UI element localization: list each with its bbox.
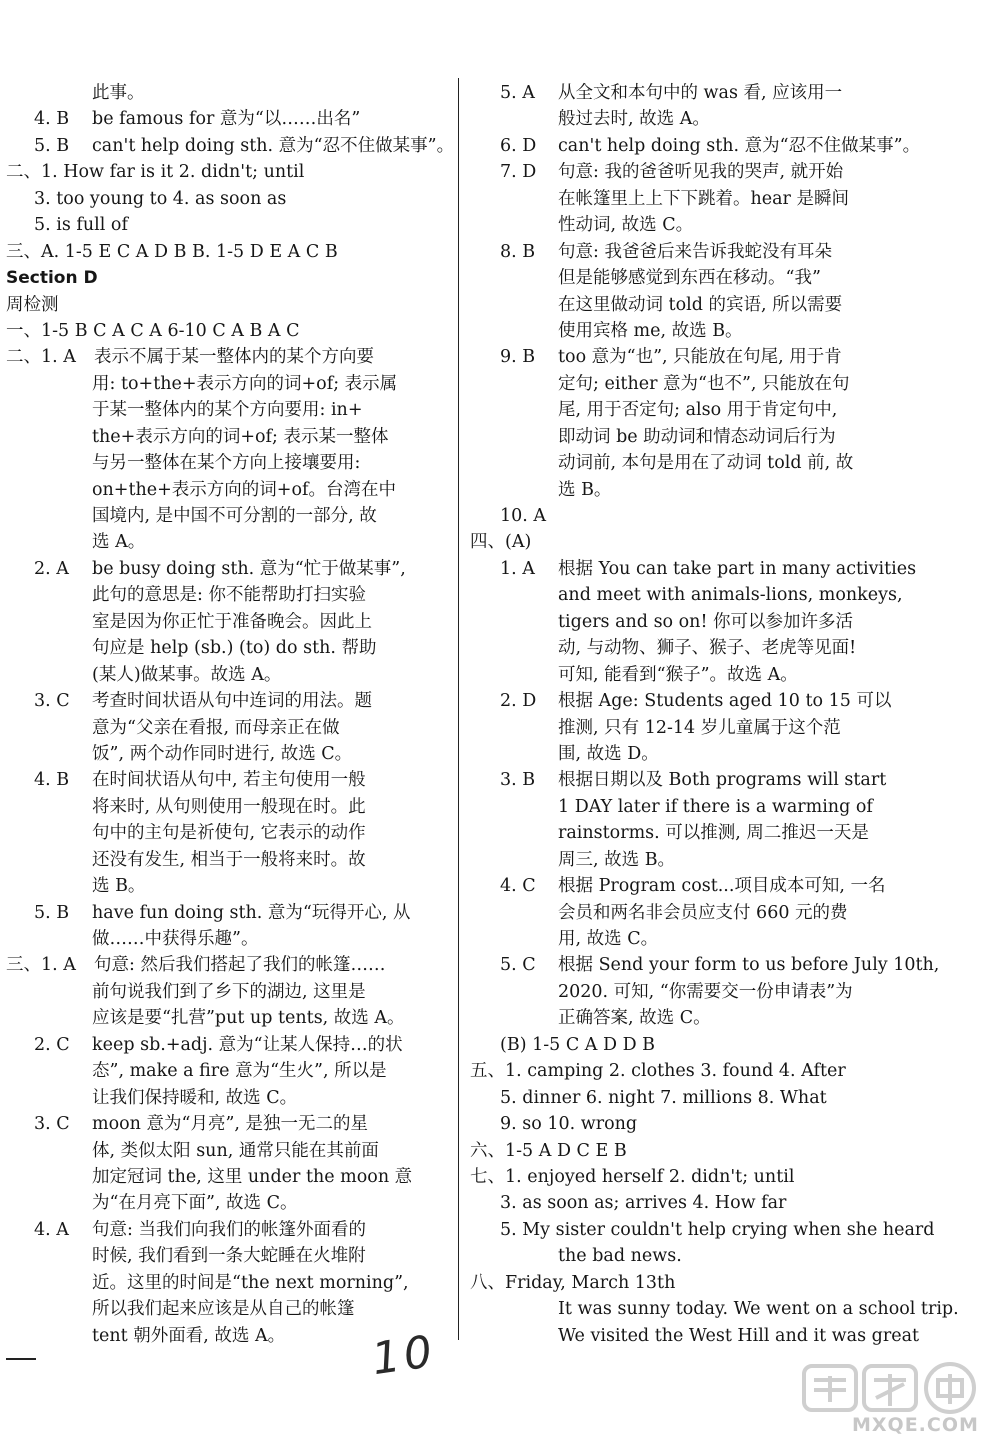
- answer-text: 根据日期以及 Both programs will start: [558, 770, 887, 791]
- right-line: [470, 900, 894, 926]
- answer-text: 会员和两名非会员应支付 660 元的费: [558, 902, 848, 923]
- left-line: [6, 318, 452, 344]
- right-line: [470, 529, 894, 555]
- answer-text: 围, 故选 D。: [558, 743, 659, 764]
- answer-label: 5. B: [34, 902, 70, 923]
- answer-text: 选 B。: [558, 479, 612, 500]
- left-line: [6, 212, 452, 238]
- answer-text: moon 意为“月亮”, 是独一无二的星: [92, 1114, 369, 1135]
- right-line: [470, 688, 894, 714]
- right-line: [470, 715, 894, 741]
- answer-text: 与另一整体在某个方向上接壤要用:: [92, 453, 361, 474]
- answer-text: 七、1. enjoyed herself 2. didn't; until: [470, 1166, 795, 1187]
- answer-text: 做……中获得乐趣”。: [92, 929, 259, 949]
- answer-text: be busy doing sth. 意为“忙于做某事”,: [92, 558, 406, 579]
- answer-text: 四、(A): [470, 532, 532, 553]
- answer-text: 态”, make a fire 意为“生火”, 所以是: [92, 1061, 387, 1082]
- answer-text: 动, 与动物、狮子、猴子、老虎等见面!: [558, 638, 857, 659]
- answer-text: 周检测: [6, 294, 59, 315]
- answer-text: 八、Friday, March 13th: [470, 1272, 676, 1293]
- answer-text: 一、1-5 B C A C A 6-10 C A B A C: [6, 320, 300, 341]
- right-line: [470, 1058, 894, 1084]
- left-line: [6, 1005, 452, 1031]
- right-line: [470, 106, 894, 132]
- answer-label: 1. A: [500, 558, 535, 579]
- answer-text: 五、1. camping 2. clothes 3. found 4. After: [470, 1061, 846, 1082]
- answer-text: 用: to+the+表示方向的词+of; 表示属: [92, 373, 398, 394]
- answer-text: 可知, 能看到“猴子”。故选 A。: [558, 664, 798, 685]
- answer-text: 此句的意思是: 你不能帮助打扫实验: [92, 585, 366, 606]
- answer-text: be famous for 意为“以……出名”: [92, 109, 361, 130]
- answer-text: keep sb.+adj. 意为“让某人保持…的状: [92, 1034, 403, 1055]
- answer-text: 前句说我们到了乡下的湖边, 这里是: [92, 981, 366, 1002]
- left-line: [6, 1190, 452, 1216]
- answer-text: 句中的主句是祈使句, 它表示的动作: [92, 823, 366, 844]
- left-line: [6, 529, 452, 555]
- left-line: [6, 926, 452, 952]
- left-line: [6, 1085, 452, 1111]
- answer-label: 8. B: [500, 241, 536, 262]
- answer-text: 加定冠词 the, 这里 under the moon 意: [92, 1166, 413, 1187]
- right-line: [470, 767, 894, 793]
- watermark-text: MXQE.COM: [852, 1414, 979, 1436]
- left-line: [6, 741, 452, 767]
- answer-text: 3. as soon as; arrives 4. How far: [500, 1193, 787, 1214]
- right-line: [470, 1296, 959, 1322]
- answer-text: 正确答案, 故选 C。: [558, 1008, 711, 1029]
- left-line: [6, 450, 452, 476]
- right-line: [470, 503, 894, 529]
- left-line: [6, 106, 452, 132]
- answer-text: 考查时间状语从句中连词的用法。题: [92, 691, 372, 712]
- answer-text: 句意: 我的爸爸听见我的哭声, 就开始: [558, 162, 844, 183]
- answer-label: 3. C: [34, 691, 70, 712]
- left-line: [6, 635, 452, 661]
- left-line: [6, 424, 452, 450]
- answer-text: 5. My sister couldn't help crying when she heard: [500, 1219, 935, 1240]
- right-line: [470, 1190, 894, 1216]
- right-line: [470, 424, 894, 450]
- right-line: [470, 741, 894, 767]
- left-line: [6, 662, 452, 688]
- footer-rule: [6, 1358, 36, 1360]
- answer-text: 国境内, 是中国不可分割的一部分, 故: [92, 506, 377, 526]
- answer-label: 二、1. A: [6, 347, 76, 368]
- right-line: [470, 80, 894, 106]
- right-line: [470, 212, 894, 238]
- right-line: [470, 1270, 894, 1296]
- right-line: [470, 979, 894, 1005]
- left-line: [6, 873, 452, 899]
- answer-text: 室是因为你正忙于准备晚会。因此上: [92, 611, 372, 632]
- left-line: [6, 239, 452, 265]
- right-line: [470, 1032, 894, 1058]
- right-line: [470, 847, 894, 873]
- answer-label: 4. C: [500, 876, 536, 897]
- answer-text: 时候, 我们看到一条大蛇睡在火堆附: [92, 1246, 366, 1267]
- answer-text: and meet with animals-lions, monkeys,: [558, 585, 903, 606]
- answer-text: 根据 Age: Students aged 10 to 15 可以: [558, 691, 892, 712]
- answer-label: 5. A: [500, 83, 535, 103]
- right-line: [470, 371, 894, 397]
- answer-text: 性动词, 故选 C。: [558, 215, 694, 236]
- left-line: [6, 292, 452, 318]
- right-line: [470, 582, 903, 608]
- answer-label: 4. A: [34, 1219, 69, 1240]
- right-line: [470, 159, 894, 185]
- left-line: [6, 979, 452, 1005]
- answer-text: 用, 故选 C。: [558, 929, 659, 949]
- left-line: [6, 688, 452, 714]
- answer-text: 在帐篷里上上下下跳着。hear 是瞬间: [558, 188, 849, 209]
- answer-text: 2020. 可知, “你需要交一份申请表”为: [558, 981, 853, 1002]
- answer-text: It was sunny today. We went on a school trip.: [558, 1299, 959, 1320]
- answer-text: 让我们保持暖和, 故选 C。: [92, 1087, 298, 1108]
- page-number: 10: [368, 1325, 440, 1386]
- left-line: [6, 1243, 452, 1269]
- answer-text: 但是能够感觉到东西在移动。“我”: [558, 268, 821, 289]
- right-line: [470, 662, 894, 688]
- right-line: [470, 133, 921, 159]
- answer-text: 9. so 10. wrong: [500, 1114, 638, 1135]
- answer-text: (某人)做某事。故选 A。: [92, 664, 282, 685]
- answer-label: 5. C: [500, 955, 536, 976]
- answer-label: 2. A: [34, 558, 69, 579]
- right-line: [470, 635, 894, 661]
- answer-text: 饭”, 两个动作同时进行, 故选 C。: [92, 743, 353, 764]
- right-line: [470, 397, 894, 423]
- right-line: [470, 1243, 894, 1269]
- answer-text: on+the+表示方向的词+of。台湾在中: [92, 479, 396, 500]
- answer-text: can't help doing sth. 意为“忍不住做某事”。: [558, 135, 921, 156]
- answer-text: 选 A。: [92, 532, 146, 553]
- left-line: [6, 582, 452, 608]
- left-line: [6, 371, 452, 397]
- right-line: [470, 609, 894, 635]
- left-line: [6, 767, 452, 793]
- answer-label: 6. D: [500, 135, 537, 156]
- answer-text: 动词前, 本句是用在了动词 told 前, 故: [558, 453, 854, 474]
- right-line: [470, 1138, 894, 1164]
- answer-text: too 意为“也”, 只能放在句尾, 用于肯: [558, 347, 842, 368]
- left-line: [6, 1058, 452, 1084]
- answer-text: 将来时, 从句则使用一般现在时。此: [92, 796, 366, 817]
- answer-text: tent 朝外面看, 故选 A。: [92, 1325, 286, 1346]
- left-line: [6, 609, 452, 635]
- answer-text: 5. dinner 6. night 7. millions 8. What: [500, 1087, 827, 1108]
- left-line: [6, 477, 452, 503]
- answer-text: 使用宾格 me, 故选 B。: [558, 320, 743, 341]
- answer-text: 1 DAY later if there is a warming of: [558, 796, 873, 817]
- answer-text: 即动词 be 助动词和情态动词后行为: [558, 426, 836, 447]
- answer-text: 根据 Program cost...项目成本可知, 一名: [558, 876, 886, 897]
- answer-text: 还没有发生, 相当于一般将来时。故: [92, 849, 366, 870]
- right-line: [470, 318, 894, 344]
- left-line: [6, 715, 452, 741]
- right-line: [470, 265, 894, 291]
- left-line: [6, 503, 452, 529]
- answer-text: (B) 1-5 C A D D B: [500, 1034, 656, 1055]
- right-line: [470, 873, 894, 899]
- left-line: [6, 133, 455, 159]
- answer-label: 三、1. A: [6, 955, 76, 976]
- answer-text: 为“在月亮下面”, 故选 C。: [92, 1193, 298, 1214]
- answer-text: 句应是 help (sb.) (to) do sth. 帮助: [92, 638, 377, 659]
- right-line: [470, 556, 917, 582]
- answer-text: rainstorms. 可以推测, 周二推迟一天是: [558, 823, 869, 844]
- left-line: [6, 820, 452, 846]
- left-line: [6, 1111, 452, 1137]
- answer-text: 定句; either 意为“也不”, 只能放在句: [558, 373, 850, 394]
- answer-text: 三、A. 1-5 E C A D B B. 1-5 D E A C B: [6, 241, 338, 262]
- answer-text: 表示不属于某一整体内的某个方向要: [94, 347, 374, 368]
- answer-text: tigers and so on! 你可以参加许多活: [558, 611, 854, 632]
- left-line: [6, 556, 452, 582]
- right-line: [470, 794, 894, 820]
- left-line: [6, 952, 452, 978]
- answer-text: We visited the West Hill and it was great: [558, 1325, 920, 1346]
- answer-label: 5. B: [34, 135, 70, 156]
- answer-label: 2. C: [34, 1034, 70, 1055]
- left-line: [6, 159, 452, 185]
- answer-text: 句意: 当我们向我们的帐篷外面看的: [92, 1219, 366, 1240]
- right-line: [470, 820, 894, 846]
- left-line: [6, 794, 452, 820]
- right-line: [470, 477, 894, 503]
- answer-text: 选 B。: [92, 876, 146, 897]
- right-line: [470, 1217, 935, 1243]
- left-line: [6, 186, 452, 212]
- answer-text: the bad news.: [558, 1246, 682, 1267]
- answer-text: 5. is full of: [34, 215, 128, 236]
- left-line: [6, 900, 452, 926]
- answer-label: 9. B: [500, 347, 536, 368]
- answer-text: 般过去时, 故选 A。: [558, 109, 710, 130]
- left-line: [6, 1138, 452, 1164]
- column-divider: [458, 78, 459, 1340]
- left-line: [6, 1296, 452, 1322]
- right-line: [470, 450, 894, 476]
- answer-text: 于某一整体内的某个方向要用: in+: [92, 400, 363, 421]
- left-line: [6, 1217, 452, 1243]
- left-line: [6, 344, 452, 370]
- answer-label: 4. B: [34, 770, 70, 791]
- answer-text: 应该是要“扎营”put up tents, 故选 A。: [92, 1008, 405, 1029]
- answer-text: 根据 Send your form to us before July 10th,: [558, 955, 940, 976]
- answer-text: 10. A: [500, 506, 547, 526]
- answer-text: the+表示方向的词+of; 表示某一整体: [92, 426, 389, 447]
- answer-text: 3. too young to 4. as soon as: [34, 188, 287, 209]
- answer-text: 在这里做动词 told 的宾语, 所以需要: [558, 294, 843, 315]
- left-line: [6, 265, 452, 291]
- right-line: [470, 952, 940, 978]
- right-line: [470, 344, 894, 370]
- right-line: [470, 1111, 894, 1137]
- right-line: [470, 1005, 894, 1031]
- left-line: [6, 397, 452, 423]
- answer-label: 3. C: [34, 1114, 70, 1135]
- answer-text: 句意: 我爸爸后来告诉我蛇没有耳朵: [558, 241, 832, 262]
- right-line: [470, 1085, 894, 1111]
- answer-text: 尾, 用于否定句; also 用于肯定句中,: [558, 400, 838, 421]
- answer-text: 根据 You can take part in many activities: [558, 558, 917, 579]
- right-line: [470, 186, 894, 212]
- answer-text: 所以我们起来应该是从自己的帐篷: [92, 1299, 355, 1320]
- right-column: [470, 80, 959, 1349]
- left-column: [6, 80, 455, 1349]
- answer-text: 从全文和本句中的 was 看, 应该用一: [558, 83, 843, 103]
- answer-text: 周三, 故选 B。: [558, 849, 676, 870]
- answer-text: 推测, 只有 12-14 岁儿童属于这个范: [558, 717, 841, 738]
- right-line: [470, 926, 894, 952]
- answer-text: 六、1-5 A D C E B: [470, 1140, 627, 1161]
- right-line: [470, 1323, 920, 1349]
- answer-text: 体, 类似太阳 sun, 通常只能在其前面: [92, 1140, 379, 1161]
- answer-text: 意为“父亲在看报, 而母亲正在做: [92, 717, 340, 738]
- answer-text: have fun doing sth. 意为“玩得开心, 从: [92, 902, 411, 923]
- answer-text: can't help doing sth. 意为“忍不住做某事”。: [92, 135, 455, 156]
- answer-text: 此事。: [92, 83, 145, 103]
- answer-text: 句意: 然后我们搭起了我们的帐篷……: [94, 955, 386, 976]
- answer-label: 7. D: [500, 162, 537, 183]
- answer-label: 3. B: [500, 770, 536, 791]
- right-line: [470, 292, 894, 318]
- left-line: [6, 1032, 452, 1058]
- answer-text: 近。这里的时间是“the next morning”,: [92, 1272, 409, 1293]
- answer-text: 在时间状语从句中, 若主句使用一般: [92, 770, 366, 791]
- left-line: [6, 847, 452, 873]
- section-heading: Section D: [6, 268, 98, 289]
- right-line: [470, 239, 894, 265]
- left-line: [6, 1270, 452, 1296]
- left-line: [6, 80, 452, 106]
- answer-label: 2. D: [500, 691, 537, 712]
- answer-text: 二、1. How far is it 2. didn't; until: [6, 162, 305, 183]
- right-line: [470, 1164, 894, 1190]
- left-line: [6, 1164, 452, 1190]
- answer-label: 4. B: [34, 109, 70, 130]
